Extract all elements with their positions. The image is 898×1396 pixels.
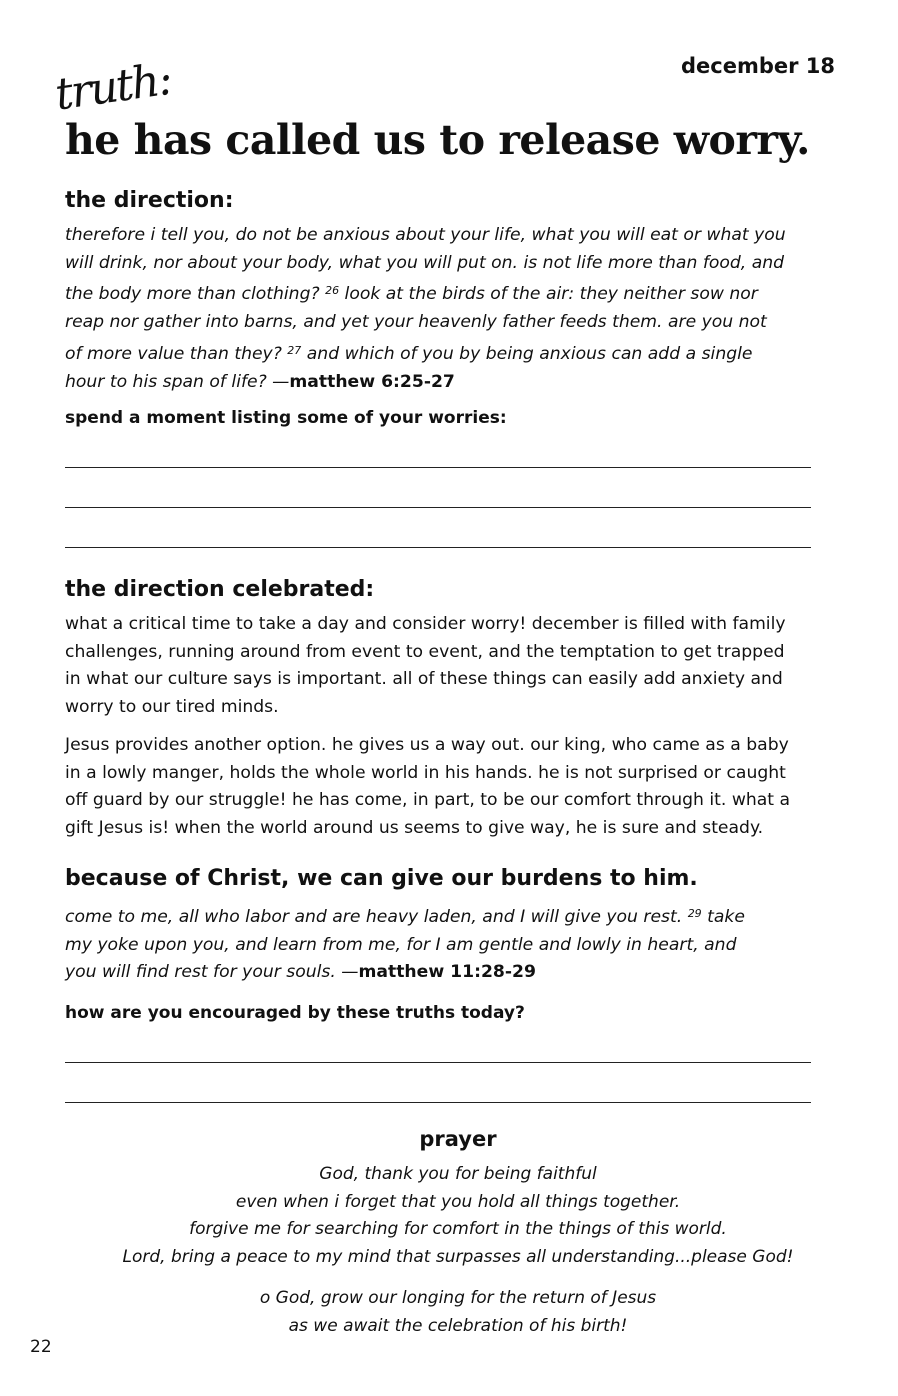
verse-reference: matthew 11:28-29 [358,962,536,983]
prayer-stanza: God, thank you for being faithful even when i forget that you hold all things together. forgive me for searching for comfort in the things of this world. Lord, bring a peace to my mind that surpasses all understanding...please God! [122,1164,794,1268]
encouraged-prompt: how are you encouraged by these truths today? [65,1003,525,1023]
writing-line[interactable] [65,1102,811,1103]
writing-line[interactable] [65,467,811,468]
writing-line[interactable] [65,507,811,508]
celebrated-paragraph: what a critical time to take a day and consider worry! december is filled with family challenges, running around from event to event, and the temptation to get trapped in what our culture says is important. all of these things can easily add anxiety and worry to our tired minds. [65,614,786,718]
writing-line[interactable] [65,547,811,548]
direction-verse: therefore i tell you, do not be anxious about your life, what you will eat or what you will drink, nor about your body, what you will put on. is not life more than food, and the body more than clothing? $^{26}$ look at the birds of the air: they neither sow nor reap nor gather into barns, and yet your heavenly father feeds them. are you not of more value than they? $^{27}$ and which of you by being anxious can add a single hour to his span of life? —matthew 6:25-27 [65,225,786,392]
page-number: 22 [30,1337,52,1357]
christ-verse: come to me, all who labor and are heavy laden, and I will give you rest. $^{29}$ take my yoke upon you, and learn from me, for I am gentle and lowly in heart, and you will find rest for your souls. —matthew 11:28-29 [65,907,745,983]
worries-prompt: spend a moment listing some of your worries: [65,408,507,428]
prayer-stanza: o God, grow our longing for the return of Jesus as we await the celebration of his birth! [259,1288,657,1336]
page-date: december 18 [680,54,835,78]
celebrated-paragraph: Jesus provides another option. he gives us a way out. our king, who came as a baby in a lowly manger, holds the whole world in his hands. he is not surprised or caught off guard by our struggle! he has come, in part, to be our comfort through it. what a gift Jesus is! when the world around us seems to give way, he is sure and steady. [65,735,791,839]
direction-heading: the direction: [65,188,234,213]
christ-heading: because of Christ, we can give our burdens to him. [65,866,698,891]
celebrated-heading: the direction celebrated: [65,577,375,602]
verse-reference: matthew 6:25-27 [289,371,455,392]
prayer-heading: prayer [419,1127,497,1151]
truth-script-label: truth: [52,53,174,121]
writing-line[interactable] [65,1062,811,1063]
page-title: he has called us to release worry. [65,116,810,164]
